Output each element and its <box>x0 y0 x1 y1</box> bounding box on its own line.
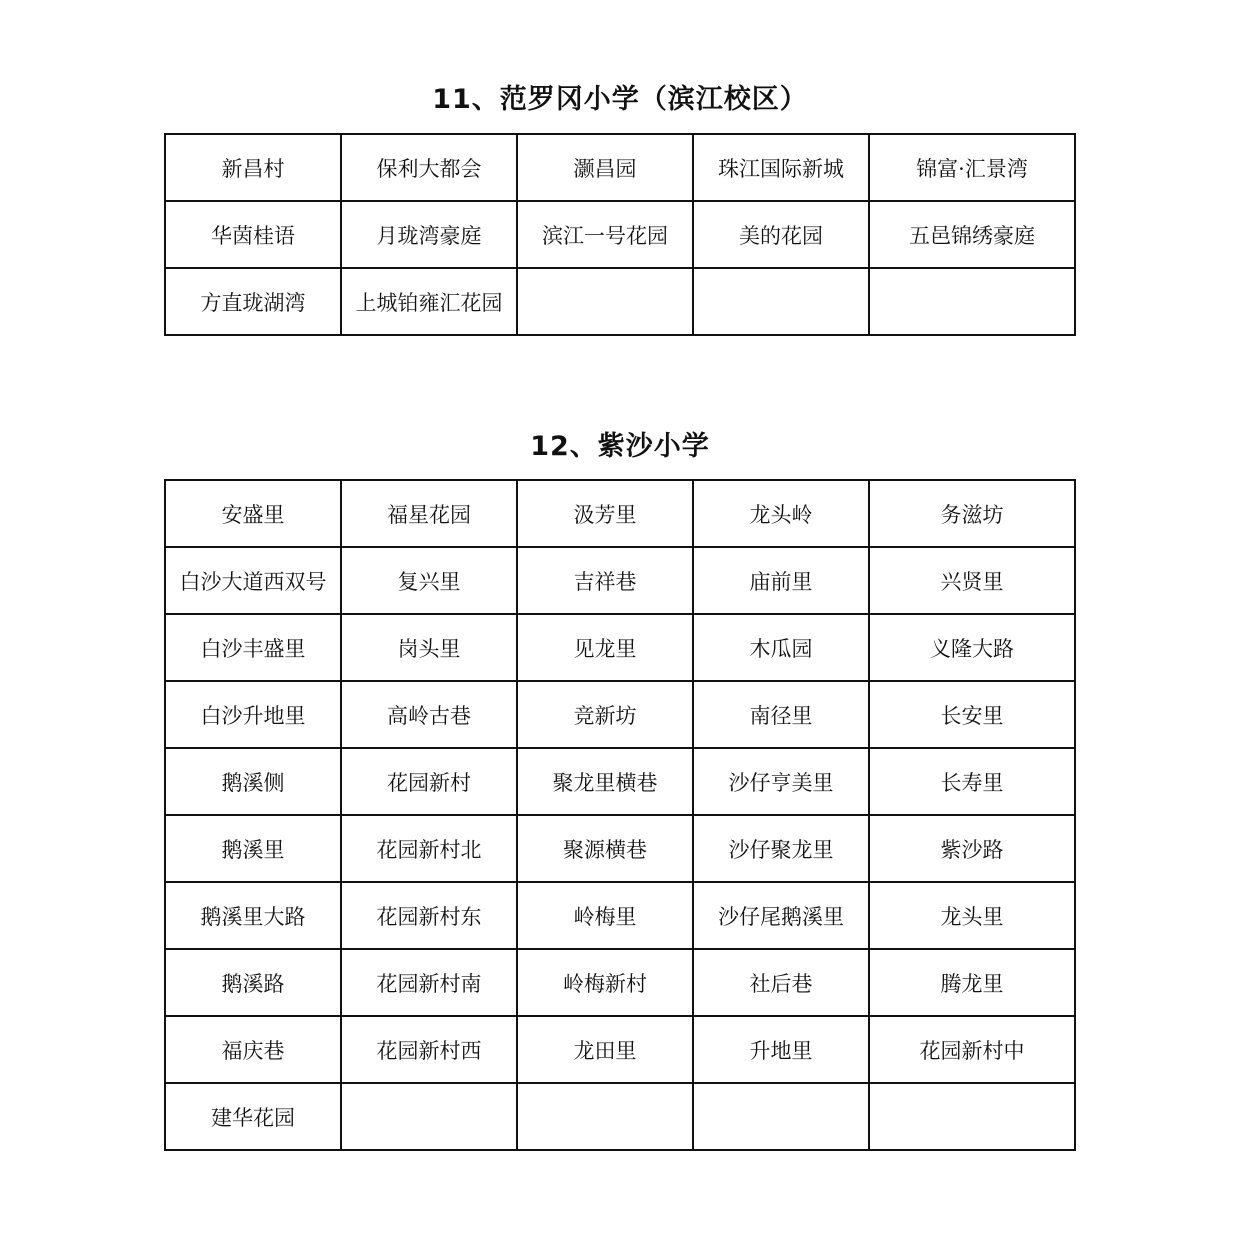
table-cell: 锦富·汇景湾 <box>869 134 1075 201</box>
empty-cell <box>869 1083 1075 1150</box>
table-row <box>165 201 1075 268</box>
table-cell: 岭梅新村 <box>517 949 693 1016</box>
table-cell: 花园新村西 <box>341 1016 517 1083</box>
table-cell: 鹅溪路 <box>165 949 341 1016</box>
table-row <box>165 547 1075 614</box>
table-row <box>165 480 1075 547</box>
empty-cell <box>517 1083 693 1150</box>
table-row <box>165 882 1075 949</box>
table-cell: 岗头里 <box>341 614 517 681</box>
table-row <box>165 268 1075 335</box>
table-row <box>165 614 1075 681</box>
table-cell: 方直珑湖湾 <box>165 268 341 335</box>
table-cell: 灏昌园 <box>517 134 693 201</box>
table-cell: 建华花园 <box>165 1083 341 1150</box>
table-row <box>165 748 1075 815</box>
table-cell: 腾龙里 <box>869 949 1075 1016</box>
table-cell: 见龙里 <box>517 614 693 681</box>
table-cell: 花园新村东 <box>341 882 517 949</box>
table-row <box>165 949 1075 1016</box>
table-cell: 义隆大路 <box>869 614 1075 681</box>
table-cell: 白沙升地里 <box>165 681 341 748</box>
table-cell: 沙仔亨美里 <box>693 748 869 815</box>
table-cell: 月珑湾豪庭 <box>341 201 517 268</box>
table-cell: 福庆巷 <box>165 1016 341 1083</box>
table-row <box>165 134 1075 201</box>
table-row <box>165 681 1075 748</box>
table-cell: 竞新坊 <box>517 681 693 748</box>
table-cell: 龙头里 <box>869 882 1075 949</box>
table-cell: 保利大都会 <box>341 134 517 201</box>
zone-table <box>164 479 1076 1151</box>
table-cell: 复兴里 <box>341 547 517 614</box>
table-cell: 长安里 <box>869 681 1075 748</box>
table-cell: 沙仔聚龙里 <box>693 815 869 882</box>
empty-cell <box>869 268 1075 335</box>
table-cell: 新昌村 <box>165 134 341 201</box>
table-cell: 花园新村北 <box>341 815 517 882</box>
empty-cell <box>693 1083 869 1150</box>
empty-cell <box>693 268 869 335</box>
table-cell: 龙头岭 <box>693 480 869 547</box>
table-cell: 庙前里 <box>693 547 869 614</box>
section-title: 11、范罗冈小学（滨江校区） <box>432 84 808 115</box>
section-title: 12、紫沙小学 <box>530 431 710 462</box>
table-cell: 紫沙路 <box>869 815 1075 882</box>
table-cell: 岭梅里 <box>517 882 693 949</box>
table-cell: 安盛里 <box>165 480 341 547</box>
table-cell: 珠江国际新城 <box>693 134 869 201</box>
table-cell: 社后巷 <box>693 949 869 1016</box>
table-cell: 鹅溪侧 <box>165 748 341 815</box>
table-cell: 汲芳里 <box>517 480 693 547</box>
table-cell: 福星花园 <box>341 480 517 547</box>
table-cell: 聚龙里横巷 <box>517 748 693 815</box>
table-cell: 升地里 <box>693 1016 869 1083</box>
table-cell: 龙田里 <box>517 1016 693 1083</box>
empty-cell <box>341 1083 517 1150</box>
table-row <box>165 1016 1075 1083</box>
table-cell: 吉祥巷 <box>517 547 693 614</box>
table-cell: 沙仔尾鹅溪里 <box>693 882 869 949</box>
table-cell: 华茵桂语 <box>165 201 341 268</box>
table-row <box>165 1083 1075 1150</box>
table-cell: 务滋坊 <box>869 480 1075 547</box>
table-cell: 白沙丰盛里 <box>165 614 341 681</box>
table-cell: 长寿里 <box>869 748 1075 815</box>
table-cell: 花园新村南 <box>341 949 517 1016</box>
table-cell: 花园新村 <box>341 748 517 815</box>
table-cell: 鹅溪里 <box>165 815 341 882</box>
table-cell: 花园新村中 <box>869 1016 1075 1083</box>
table-cell: 南径里 <box>693 681 869 748</box>
table-cell: 兴贤里 <box>869 547 1075 614</box>
table-cell: 鹅溪里大路 <box>165 882 341 949</box>
table-cell: 白沙大道西双号 <box>165 547 341 614</box>
table-row <box>165 815 1075 882</box>
table-cell: 五邑锦绣豪庭 <box>869 201 1075 268</box>
table-cell: 聚源横巷 <box>517 815 693 882</box>
table-cell: 上城铂雍汇花园 <box>341 268 517 335</box>
table-cell: 滨江一号花园 <box>517 201 693 268</box>
empty-cell <box>517 268 693 335</box>
table-cell: 美的花园 <box>693 201 869 268</box>
zone-table <box>164 133 1076 336</box>
table-cell: 木瓜园 <box>693 614 869 681</box>
table-cell: 高岭古巷 <box>341 681 517 748</box>
